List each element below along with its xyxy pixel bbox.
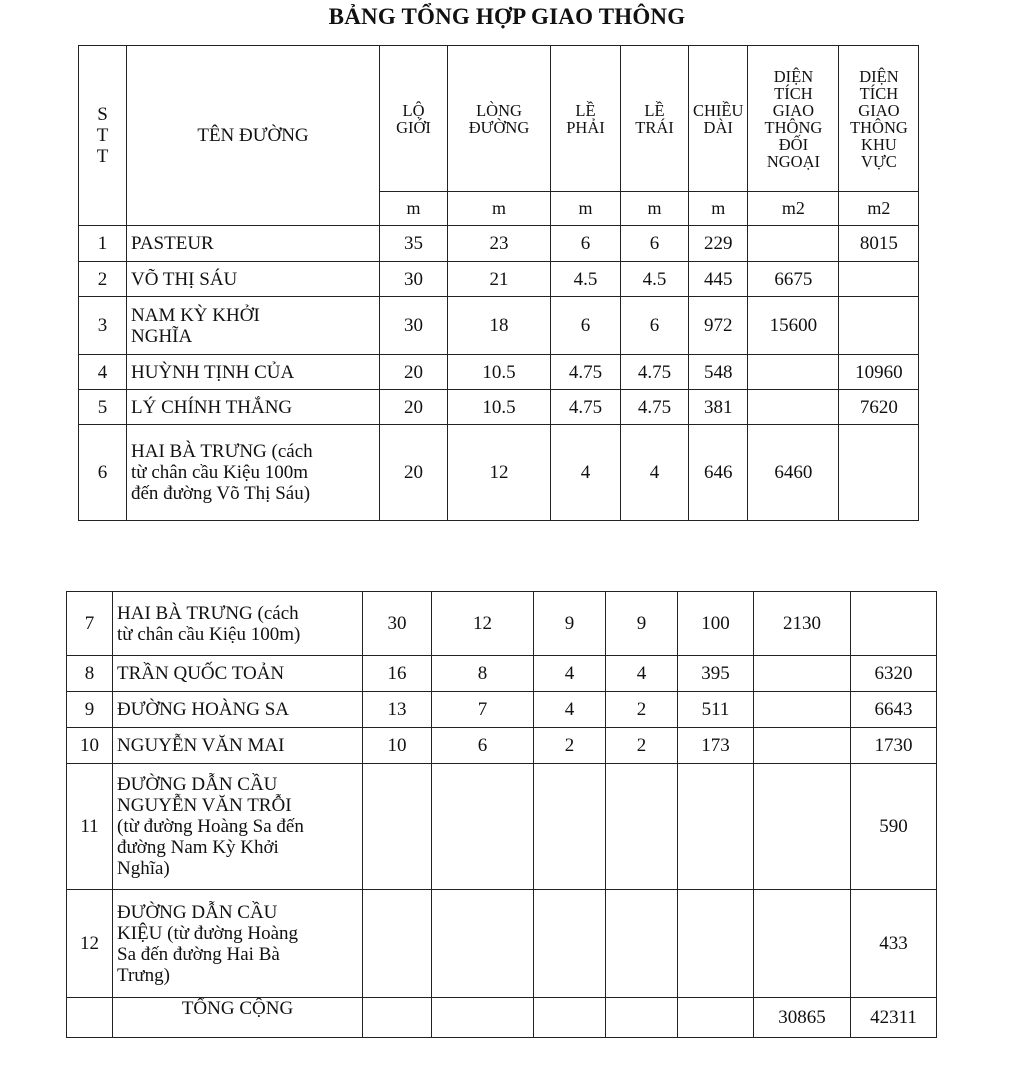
header-line: DIỆN [859,66,899,86]
row-name-line: HUỲNH TỊNH CỦA [131,361,295,383]
row-dt-khu-vuc [839,297,919,355]
row-le-trai: 2 [606,728,678,764]
row-long-duong: 10.5 [448,390,551,425]
row-le-phai: 6 [551,226,621,262]
row-name [127,226,380,262]
header-line: ĐƯỜNG [468,117,530,137]
row-le-phai: 4.75 [551,390,621,425]
row-dt-doi-ngoai [748,355,839,390]
header-line: TÍCH [774,83,813,103]
row-name-line: ĐƯỜNG DẪN CẦU [117,774,278,795]
header-stt-letter: T [96,125,109,146]
total-empty-cell [363,998,432,1038]
row-le-phai: 4.5 [551,262,621,297]
row-name-line: Nghĩa) [117,858,170,879]
header-lo-gioi [380,46,448,192]
header-line: GIAO [858,100,900,120]
row-chieu-dai: 445 [689,262,748,297]
header-line: NGOẠI [766,151,820,171]
unit-cell: m [621,192,689,226]
row-name-line: NGHĨA [131,325,193,347]
header-line: TÍCH [859,83,899,103]
table-row [79,262,919,297]
row-name-line: đến đường Võ Thị Sáu) [131,483,311,504]
row-le-phai: 9 [534,592,606,656]
traffic-table-part-2 [66,591,937,1038]
row-long-duong: 7 [432,692,534,728]
row-dt-doi-ngoai [754,764,851,890]
row-name [127,297,380,355]
row-stt: 1 [79,226,127,262]
row-long-duong: 6 [432,728,534,764]
row-chieu-dai: 511 [678,692,754,728]
row-le-phai [534,890,606,998]
row-le-phai: 4 [534,656,606,692]
row-long-duong: 23 [448,226,551,262]
table-row [67,728,937,764]
total-empty-cell [534,998,606,1038]
row-long-duong [432,764,534,890]
row-dt-doi-ngoai: 6675 [748,262,839,297]
row-lo-gioi: 30 [380,297,448,355]
row-le-phai: 4.75 [551,355,621,390]
row-le-trai: 9 [606,592,678,656]
table-title: BẢNG TỔNG HỢP GIAO THÔNG [328,4,686,29]
header-line: THÔNG [850,117,908,137]
header-stt [79,46,127,226]
row-name-line: ĐƯỜNG HOÀNG SA [117,699,290,720]
row-long-duong: 18 [448,297,551,355]
row-chieu-dai: 100 [678,592,754,656]
row-dt-doi-ngoai [754,890,851,998]
table-row [67,656,937,692]
header-dt-khu-vuc [839,46,919,192]
row-name-line: NAM KỲ KHỞI [131,304,260,326]
row-lo-gioi: 20 [380,355,448,390]
row-chieu-dai: 229 [689,226,748,262]
row-stt: 6 [79,425,127,521]
row-chieu-dai: 548 [689,355,748,390]
row-le-phai [534,764,606,890]
row-chieu-dai: 395 [678,656,754,692]
header-stt-letter: T [96,146,109,167]
row-le-trai: 4 [606,656,678,692]
row-dt-khu-vuc: 1730 [851,728,937,764]
row-lo-gioi: 10 [363,728,432,764]
row-chieu-dai: 972 [689,297,748,355]
row-le-trai: 4.75 [621,390,689,425]
row-dt-khu-vuc: 7620 [839,390,919,425]
row-stt: 7 [67,592,113,656]
header-line: LỘ [402,100,425,120]
row-name [113,764,363,890]
row-le-trai: 6 [621,297,689,355]
header-line: DÀI [703,117,733,137]
row-name-line: HAI BÀ TRƯNG (cách [131,441,313,462]
unit-cell: m2 [748,192,839,226]
header-line: LÒNG [476,100,522,120]
table-row [79,297,919,355]
row-lo-gioi [363,764,432,890]
row-name [113,728,363,764]
row-stt: 5 [79,390,127,425]
row-le-trai: 4.5 [621,262,689,297]
row-chieu-dai: 381 [689,390,748,425]
row-stt: 3 [79,297,127,355]
row-stt: 12 [67,890,113,998]
row-name-line: VÕ THỊ SÁU [131,268,238,290]
row-chieu-dai [678,890,754,998]
row-long-duong: 12 [432,592,534,656]
row-stt: 2 [79,262,127,297]
table-row [79,226,919,262]
header-chieu-dai [689,46,748,192]
row-name-line: NGUYỄN VĂN MAI [117,735,285,756]
header-line: THÔNG [764,117,823,137]
row-le-phai: 4 [551,425,621,521]
table-row [67,764,937,890]
row-dt-khu-vuc: 8015 [839,226,919,262]
row-dt-doi-ngoai [748,390,839,425]
header-line: GIỚI [396,117,431,137]
row-name-line: Sa đến đường Hai Bà [117,943,280,965]
row-lo-gioi: 30 [380,262,448,297]
row-name [127,425,380,521]
row-le-trai: 4 [621,425,689,521]
row-name [113,692,363,728]
row-le-trai [606,764,678,890]
row-name [113,592,363,656]
row-name [113,890,363,998]
total-empty-cell [606,998,678,1038]
row-dt-khu-vuc [839,425,919,521]
row-stt: 4 [79,355,127,390]
row-name-line: LÝ CHÍNH THẮNG [131,396,293,418]
unit-cell: m [689,192,748,226]
row-long-duong [432,890,534,998]
row-name-line: từ chân cầu Kiệu 100m [131,462,309,483]
row-name-line: đường Nam Kỳ Khởi [117,837,279,858]
header-line: ĐỐI [778,134,809,154]
row-long-duong: 12 [448,425,551,521]
total-label: TỔNG CỘNG [113,998,363,1038]
row-lo-gioi: 13 [363,692,432,728]
row-le-trai: 4.75 [621,355,689,390]
header-long-duong [448,46,551,192]
row-long-duong: 10.5 [448,355,551,390]
row-stt: 9 [67,692,113,728]
table-row [67,890,937,998]
row-name-line: HAI BÀ TRƯNG (cách [117,602,299,624]
header-line: VỰC [861,151,897,171]
row-chieu-dai [678,764,754,890]
row-name-line: TRẦN QUỐC TOẢN [117,663,285,684]
unit-cell: m2 [839,192,919,226]
row-stt: 10 [67,728,113,764]
row-name-line: PASTEUR [131,233,214,254]
row-lo-gioi: 16 [363,656,432,692]
row-long-duong: 8 [432,656,534,692]
row-le-trai: 2 [606,692,678,728]
row-name-line: từ chân cầu Kiệu 100m) [117,623,301,645]
row-stt: 8 [67,656,113,692]
unit-cell: m [380,192,448,226]
row-le-trai: 6 [621,226,689,262]
unit-cell: m [448,192,551,226]
traffic-table-part-1 [78,45,919,521]
unit-cell: m [551,192,621,226]
row-dt-doi-ngoai: 15600 [748,297,839,355]
row-name [113,656,363,692]
row-dt-khu-vuc: 6320 [851,656,937,692]
total-empty-cell [678,998,754,1038]
row-name-line: ĐƯỜNG DẪN CẦU [117,901,278,923]
row-dt-khu-vuc [839,262,919,297]
header-line: LỀ [644,100,665,120]
row-chieu-dai: 173 [678,728,754,764]
header-row [79,46,919,192]
header-line: GIAO [772,100,815,120]
row-lo-gioi [363,890,432,998]
row-dt-khu-vuc: 433 [851,890,937,998]
row-dt-khu-vuc [851,592,937,656]
total-dt-doi-ngoai: 30865 [754,998,851,1038]
row-lo-gioi: 35 [380,226,448,262]
total-row [67,998,937,1038]
row-dt-khu-vuc: 590 [851,764,937,890]
row-dt-khu-vuc: 10960 [839,355,919,390]
row-dt-doi-ngoai: 2130 [754,592,851,656]
header-dt-doi-ngoai [748,46,839,192]
header-le-trai [621,46,689,192]
table-row [67,692,937,728]
row-stt: 11 [67,764,113,890]
header-name: TÊN ĐƯỜNG [127,46,380,226]
row-name-line: (từ đường Hoàng Sa đến [117,816,304,837]
header-line: LỀ [575,100,596,120]
row-long-duong: 21 [448,262,551,297]
row-le-phai: 6 [551,297,621,355]
row-le-phai: 4 [534,692,606,728]
row-name-line: NGUYỄN VĂN TRỖI [117,795,292,816]
table-row [79,355,919,390]
header-line: KHU [861,134,897,154]
row-dt-doi-ngoai [754,692,851,728]
row-name [127,355,380,390]
row-lo-gioi: 20 [380,425,448,521]
header-line: DIỆN [773,66,814,86]
total-stt-empty [67,998,113,1038]
table-row [79,390,919,425]
row-dt-khu-vuc: 6643 [851,692,937,728]
header-le-phai [551,46,621,192]
row-dt-doi-ngoai [748,226,839,262]
table-row [67,592,937,656]
row-name-line: Trưng) [117,964,170,986]
row-dt-doi-ngoai: 6460 [748,425,839,521]
row-dt-doi-ngoai [754,656,851,692]
row-lo-gioi: 30 [363,592,432,656]
total-dt-khu-vuc: 42311 [851,998,937,1038]
header-line: PHẢI [566,117,605,137]
total-empty-cell [432,998,534,1038]
row-le-trai [606,890,678,998]
row-dt-doi-ngoai [754,728,851,764]
header-stt-letter: S [97,104,108,125]
row-chieu-dai: 646 [689,425,748,521]
row-name-line: KIỆU (từ đường Hoàng [117,922,299,944]
table-row [79,425,919,521]
row-name [127,262,380,297]
row-le-phai: 2 [534,728,606,764]
row-name [127,390,380,425]
header-line: CHIỀU [693,100,744,120]
header-line: TRÁI [635,117,674,137]
row-lo-gioi: 20 [380,390,448,425]
